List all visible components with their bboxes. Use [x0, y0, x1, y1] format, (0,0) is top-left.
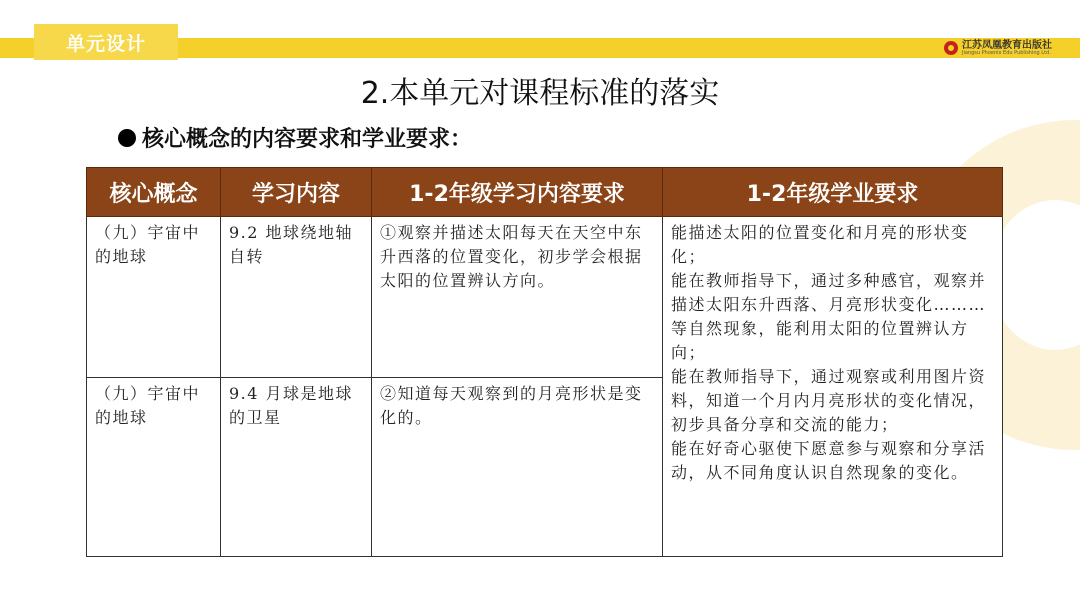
- header-core-concept: 核心概念: [87, 168, 221, 217]
- subtitle: [118, 122, 472, 153]
- publisher-name: 江苏凤凰教育出版社: [962, 39, 1052, 51]
- subtitle-text: 核心概念的内容要求和学业要求：: [142, 127, 473, 152]
- header-academic-requirement: 1-2年级学业要求: [663, 168, 1003, 217]
- page-title: 2.本单元对课程标准的落实: [360, 76, 720, 111]
- cell-concept: （九）宇宙中的地球: [87, 217, 221, 378]
- publisher-name-en: Jiangsu Phoenix Edu Publishing Ltd.: [962, 49, 1051, 56]
- cell-requirement: ①观察并描述太阳每天在天空中东升西落的位置变化，初步学会根据太阳的位置辨认方向。: [372, 217, 663, 378]
- cell-content: 9.2 地球绕地轴自转: [221, 217, 372, 378]
- header-learning-content: 学习内容: [221, 168, 372, 217]
- publisher-logo: [944, 38, 1052, 58]
- bullet-icon: [118, 129, 136, 147]
- table-row: [87, 217, 1003, 378]
- section-tag: [34, 24, 178, 60]
- table-header-row: [87, 168, 1003, 217]
- cell-academic-requirement: 能描述太阳的位置变化和月亮的形状变化； 能在教师指导下，通过多种感官，观察并描述太阳东升西落、月亮形状变化………等自然现象，能利用太阳的位置辨认方向； 能在教师指导下，通过观察或利用图片资料，知道一个月内月亮形状的变化情况，初步具备分享和交流的能力； 能在好奇心驱使下愿意参与观察和分享活动，从不同角度认识自然现象的变化。: [663, 217, 1003, 557]
- phoenix-logo-icon: [944, 41, 958, 55]
- section-tag-label: 单元设计: [65, 32, 146, 55]
- cell-content: 9.4 月球是地球的卫星: [221, 378, 372, 557]
- cell-concept: （九）宇宙中的地球: [87, 378, 221, 557]
- cell-requirement: ②知道每天观察到的月亮形状是变化的。: [372, 378, 663, 557]
- requirements-table: [86, 167, 1003, 557]
- header-content-requirement: 1-2年级学习内容要求: [372, 168, 663, 217]
